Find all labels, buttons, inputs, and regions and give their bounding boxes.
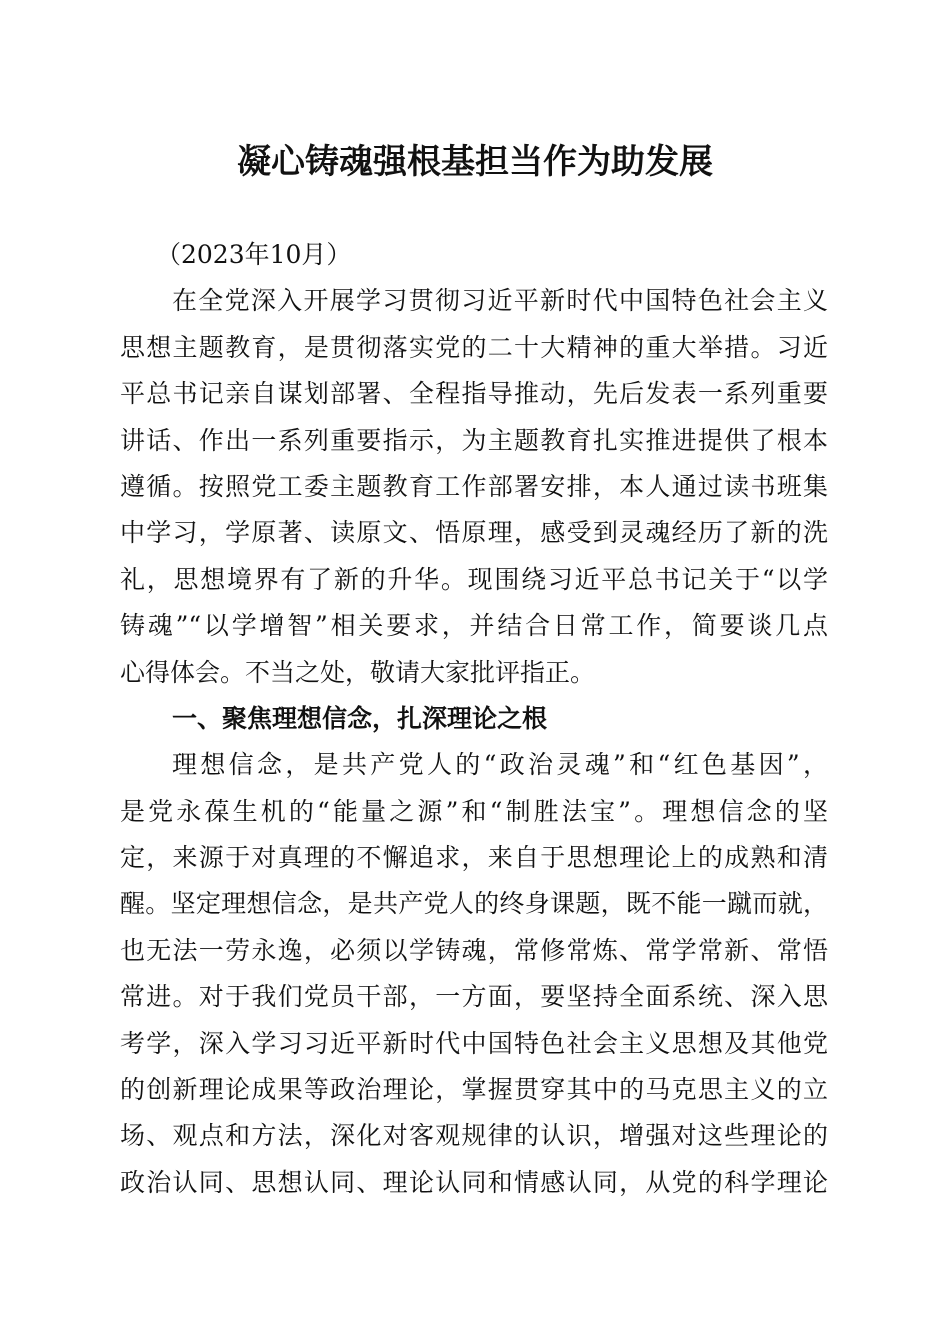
paragraph-line: 醒。坚定理想信念，是共产党人的终身课题，既不能一蹴而就， [120, 889, 828, 919]
paragraph-line: 铸魂”“以学增智”相关要求，并结合日常工作，简要谈几点 [120, 611, 828, 641]
paragraph-line: 常进。对于我们党员干部，一方面，要坚持全面系统、深入思 [120, 982, 828, 1012]
document-date: （2023年10月） [156, 240, 352, 269]
paragraph-line: 礼，思想境界有了新的升华。现围绕习近平总书记关于“以学 [120, 564, 828, 594]
paragraph-line: 考学，深入学习习近平新时代中国特色社会主义思想及其他党 [120, 1028, 828, 1058]
paragraph-line: 是党永葆生机的“能量之源”和“制胜法宝”。理想信念的坚 [120, 796, 828, 826]
paragraph-line: 心得体会。不当之处，敬请大家批评指正。 [120, 657, 596, 687]
paragraph-line: 也无法一劳永逸，必须以学铸魂，常修常炼、常学常新、常悟 [120, 935, 828, 965]
paragraph-line: 平总书记亲自谋划部署、全程指导推动，先后发表一系列重要 [120, 379, 828, 409]
paragraph-line: 场、观点和方法，深化对客观规律的认识，增强对这些理论的 [120, 1121, 828, 1151]
document-body [120, 232, 828, 1206]
paragraph-line: 遵循。按照党工委主题教育工作部署安排，本人通过读书班集 [120, 471, 828, 501]
paragraph-line: 在全党深入开展学习贯彻习近平新时代中国特色社会主义 [172, 286, 828, 316]
paragraph-ideals [120, 742, 828, 1206]
paragraph-line: 思想主题教育，是贯彻落实党的二十大精神的重大举措。习近 [120, 332, 828, 362]
paragraph-line: 的创新理论成果等政治理论，掌握贯穿其中的马克思主义的立 [120, 1075, 828, 1105]
document-title: 凝心铸魂强根基担当作为助发展 [237, 142, 713, 182]
paragraph-intro [120, 278, 828, 696]
paragraph-line: 理想信念，是共产党人的“政治灵魂”和“红色基因”， [172, 750, 828, 780]
paragraph-line: 中学习，学原著、读原文、悟原理，感受到灵魂经历了新的洗 [120, 518, 828, 548]
section-heading: 一、聚焦理想信念，扎深理论之根 [172, 703, 548, 733]
paragraph-line: 定，来源于对真理的不懈追求，来自于思想理论上的成熟和清 [120, 843, 828, 873]
paragraph-line: 讲话、作出一系列重要指示，为主题教育扎实推进提供了根本 [120, 425, 828, 455]
paragraph-line: 政治认同、思想认同、理论认同和情感认同，从党的科学理论 [120, 1167, 828, 1197]
